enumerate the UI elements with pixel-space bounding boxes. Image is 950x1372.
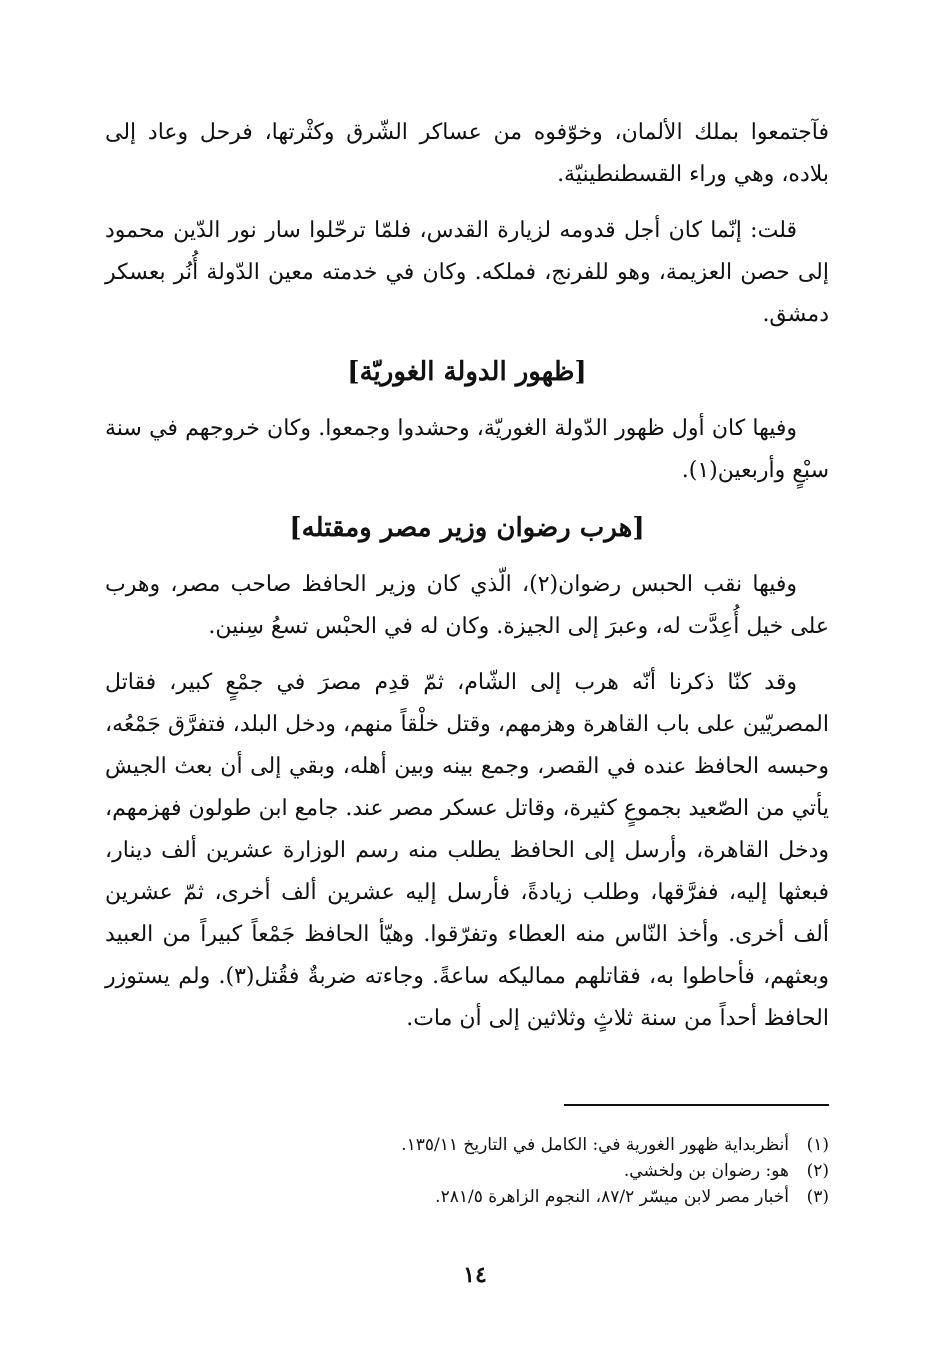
main-text xyxy=(105,112,829,1054)
paragraph-3: وفيها كان أول ظهور الدّولة الغوريّة، وحشدوا وجمعوا. وكان خروجهم في سنة سبْعٍ وأربعين(١). xyxy=(105,416,829,483)
paragraph-5: وقد كنّا ذكرنا أنّه هرب إلى الشّام، ثمّ قدِم مصرَ في جمْعٍ كبير، فقاتل المصريّين على باب القاهرة وهزمهم، وقتل خلْقاً منهم، ودخل البلد، فتفرَّق جَمْعُه، وحبسه الحافظ عنده في القصر، وجمع بينه وبين أهله، وبقي إلى أن بعث الجيش يأتي من الصّعيد بجموعٍ كثيرة، وقاتل عسكر مصر عند. جامع ابن طولون فهزمهم، ودخل القاهرة، وأرسل إلى الحافظ يطلب منه رسم الوزارة عشرين ألف دينار، فبعثها إليه، ففرَّقها، وطلب زيادةً، فأرسل إليه عشرين ألف أخرى، ثمّ عشرين ألف أخرى. وأخذ النّاس منه العطاء وتفرّقوا. وهيّأ الحافظ جَمْعاً كبيراً من العبيد وبعثهم، فأحاطوا به، فقاتلهم مماليكه ساعةً. وجاءته ضربةٌ فقُتل(٣). ولم يستوزر الحافظ أحداً من سنة ثلاثٍ وثلاثين إلى أن مات. xyxy=(105,670,829,1031)
footnote-divider xyxy=(564,1104,829,1106)
footnote-text: أنظربداية ظهور الغورية في: الكامل في التاريخ ١٣٥/١١. xyxy=(401,1135,789,1155)
paragraph-4: وفيها نقب الحبس رضوان(٢)، الّذي كان وزير الحافظ صاحب مصر، وهرب على خيل أُعِدَّت له، وعبرَ إلى الجيزة. وكان له في الحبْس تسعُ سِنين. xyxy=(105,572,829,639)
footnote-item xyxy=(229,1132,829,1158)
footnote-number: (٢) xyxy=(806,1161,829,1181)
paragraph-1: فآجتمعوا بملك الألمان، وخوّفوه من عساكر الشّرق وكثْرتها، فرحل وعاد إلى بلاده، وهي وراء القسطنطينيّة. xyxy=(105,120,829,187)
footnotes xyxy=(229,1132,829,1210)
footnote-item xyxy=(229,1184,829,1210)
footnote-number: (٣) xyxy=(806,1187,829,1207)
page-number: ١٤ xyxy=(463,1262,487,1288)
footnote-item xyxy=(229,1158,829,1184)
section-heading-ridwan: [هرب رضوان وزير مصر ومقتله] xyxy=(289,513,645,543)
footnote-number: (١) xyxy=(806,1135,829,1155)
footnote-text: هو: رضوان بن ولخشي. xyxy=(623,1161,789,1181)
paragraph-2: قلت: إنّما كان أجل قدومه لزيارة القدس، فلمّا ترحّلوا سار نور الدّين محمود إلى حصن العزيمة، وهو للفرنج، فملكه. وكان في خدمته معين الدّولة أُنُر بعسكر دمشق. xyxy=(105,218,829,327)
footnote-text: أخبار مصر لابن ميسّر ٨٧/٢، النجوم الزاهرة ٢٨١/٥. xyxy=(435,1187,789,1207)
section-heading-ghurid: [ظهور الدولة الغوريّة] xyxy=(347,357,587,387)
